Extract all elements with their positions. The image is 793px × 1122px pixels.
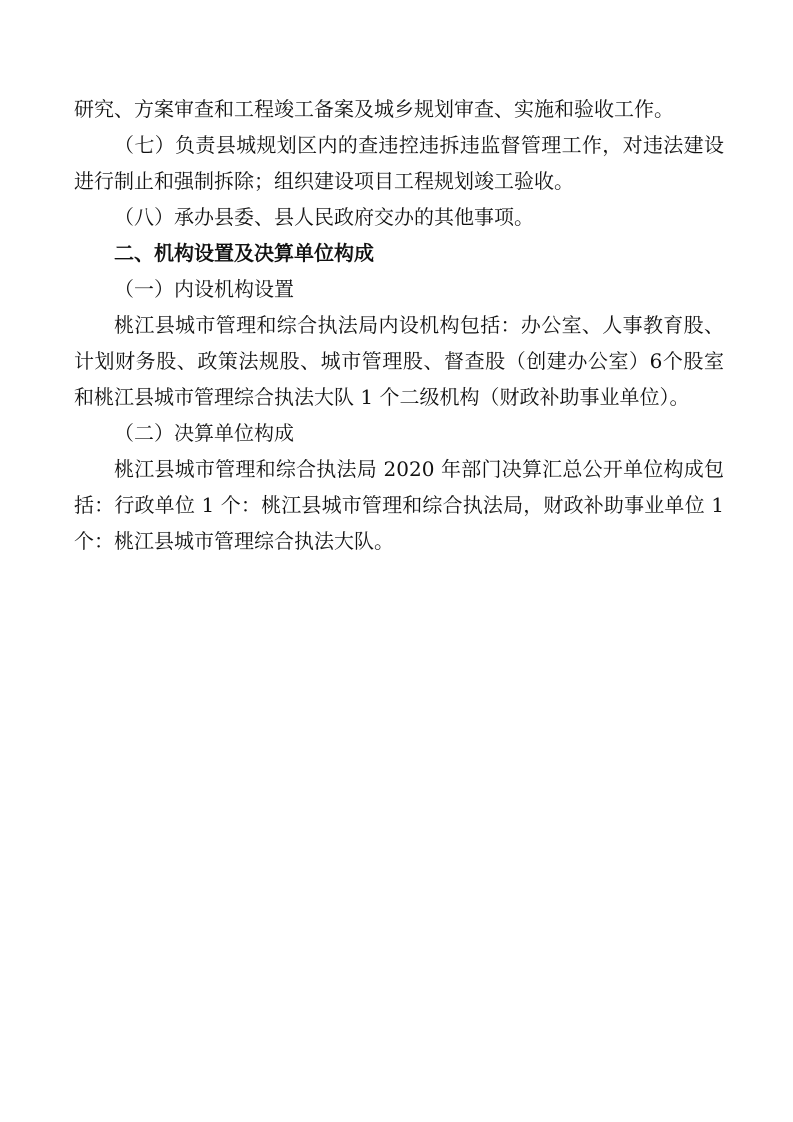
subheading-internal-institutions: （一）内设机构设置 bbox=[114, 277, 294, 301]
paragraph-internal-institutions: 桃江县城市管理和综合执法局内设机构包括：办公室、人事教育股、计划财务股、政策法规股、城市管理股、督查股（创建办公室）6个股室和桃江县城市管理综合执法大队 1 个二级机构（财政补助事业单位）。 bbox=[74, 313, 724, 409]
document-body bbox=[74, 91, 724, 559]
section-heading-institution-setup: 二、机构设置及决算单位构成 bbox=[114, 241, 374, 265]
subheading-final-accounts-units: （二）决算单位构成 bbox=[114, 421, 294, 445]
paragraph-item-eight: （八）承办县委、县人民政府交办的其他事项。 bbox=[114, 205, 534, 229]
paragraph-continued-text: 研究、方案审查和工程竣工备案及城乡规划审查、实施和验收工作。 bbox=[74, 97, 674, 121]
paragraph-item-seven: （七）负责县城规划区内的查违控违拆违监督管理工作，对违法建设进行制止和强制拆除；组织建设项目工程规划竣工验收。 bbox=[74, 133, 724, 193]
paragraph-final-accounts-units: 桃江县城市管理和综合执法局 2020 年部门决算汇总公开单位构成包括：行政单位 1 个：桃江县城市管理和综合执法局，财政补助事业单位 1 个：桃江县城市管理综合执法大队。 bbox=[74, 457, 724, 553]
